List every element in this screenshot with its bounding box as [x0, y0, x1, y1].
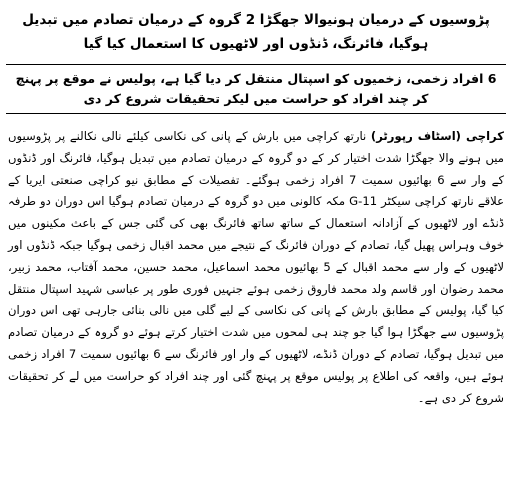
article-headline: پڑوسیوں کے درمیان ہونیوالا جھگڑا 2 گروہ کے درمیان تصادم میں تبدیل ہوگیا، فائرنگ، ڈنڈوں اور لاٹھیوں کا استعمال کیا گیا	[22, 12, 490, 52]
article-body	[6, 126, 506, 409]
article-subheadline: 6 افراد زخمی، زخمیوں کو اسپتال منتقل کر دیا گیا ہے، پولیس نے موقع پر پہنچ کر چند افراد کو حراست میں لیکر تحقیقات شروع کر دی	[6, 64, 506, 114]
article-body-text: نارتھ کراچی میں بارش کے پانی کی نکاسی کیلئے نالی نکالنے پر پڑوسیوں میں ہونے والا جھگڑا شدت اختیار کر کے دو گروہ کے درمیان تصادم میں تبدیل ہوگیا، فائرنگ اور ڈنڈوں کے وار سے 6 بھائیوں سمیت 7 افراد زخمی ہوگئے۔ تفصیلات کے مطابق نیو کراچی صنعتی ایریا کے علاقے نارتھ کراچی سیکٹر G-11 مکہ کالونی میں دو گروہ کے درمیان تصادم ہوگیا اس دوران دو طرفہ ڈنڈے اور لاٹھیوں کے آزادانہ استعمال کے ساتھ ساتھ فائرنگ بھی کی گئی جس کے باعث مکینوں میں خوف وہراس پھیل گیا، تصادم کے دوران فائرنگ کے نتیجے میں محمد اقبال زخمی ہوگیا جبکہ ڈنڈوں اور لاٹھیوں کے وار سے محمد اقبال کے 5 بھائیوں محمد اسماعیل، محمد حسین، محمد آفتاب، محمد زبیر، محمد رضوان اور قاسم ولد محمد فاروق زخمی ہوئے جنہیں فوری طور پر عباسی شہید اسپتال منتقل کیا گیا، پولیس کے مطابق بارش کے پانی کی نکاسی کے لیے گلی میں نالی بنائی جارہی تھی اس دوران پڑوسیوں سے جھگڑا ہوا گیا جو چند ہی لمحوں میں شدت اختیار کرتے ہوئے دو گروہ کے درمیان تصادم میں تبدیل ہوگیا، تصادم کے دوران ڈنڈے، لاٹھیوں کے وار اور فائرنگ سے 6 بھائیوں سمیت 7 افراد زخمی ہوئے ہیں، واقعہ کی اطلاع پر پولیس موقع پر پہنچ گئی اور چند افراد کو حراست میں لے کر تحقیقات شروع کر دی ہے۔	[8, 129, 505, 405]
article-byline: کراچی (اسٹاف رپورٹر)	[370, 129, 505, 143]
